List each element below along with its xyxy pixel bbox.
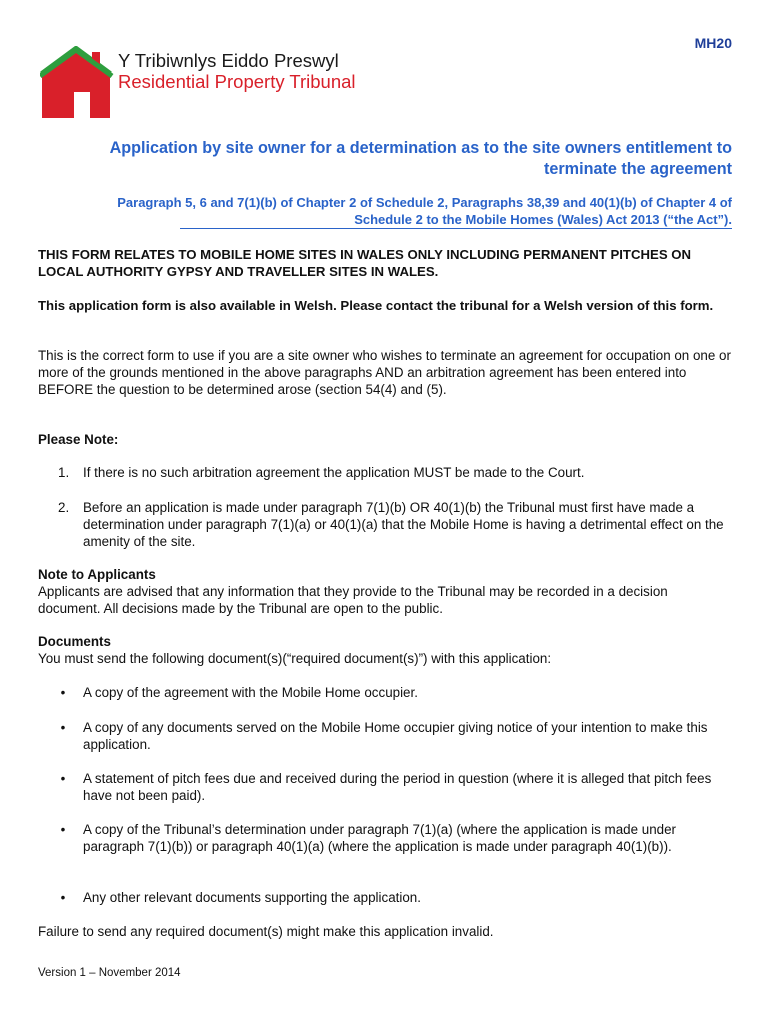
legislation-reference: Paragraph 5, 6 and 7(1)(b) of Chapter 2 of Schedule 2, Paragraphs 38,39 and 40(1)(b) of Chapter 4 of Schedule 2 to the Mobile Homes (Wales) Act 2013 (“the Act”). — [117, 195, 732, 227]
document-item-text: A copy of any documents served on the Mobile Home occupier giving notice of your intention to make this application. — [83, 720, 708, 752]
bullet-icon: • — [60, 720, 66, 735]
note-to-applicants-text: Applicants are advised that any information that they provide to the Tribunal may be recorded in a decision document. All decisions made by the Tribunal are open to the public. — [38, 584, 668, 616]
note-text: Before an application is made under paragraph 7(1)(b) OR 40(1)(b) the Tribunal must first have made a determination under paragraph 7(1)(a) or 40(1)(a) that the Mobile Home is having a detrimental effect on the amenity of the site. — [83, 500, 724, 549]
document-item-text: Any other relevant documents supporting the application. — [83, 890, 421, 905]
house-logo-icon — [40, 46, 116, 120]
note-number: 2. — [58, 500, 70, 515]
page-title: Application by site owner for a determination as to the site owners entitlement to terminate the agreement — [109, 139, 732, 178]
logo-welsh-name: Y Tribiwnlys Eiddo Preswyl — [118, 50, 339, 71]
please-note-heading: Please Note: — [38, 432, 119, 447]
note-number: 1. — [58, 465, 70, 480]
note-item — [58, 464, 732, 481]
note-text: If there is no such arbitration agreement the application MUST be made to the Court. — [83, 465, 585, 480]
document-list-item — [58, 684, 732, 701]
document-item-text: A statement of pitch fees due and received during the period in question (where it is alleged that pitch fees have not been paid). — [83, 771, 712, 803]
bullet-icon: • — [60, 890, 66, 905]
document-list-item — [58, 889, 732, 906]
documents-intro: You must send the following document(s)(“required document(s)”) with this application: — [38, 651, 552, 666]
document-list-item — [58, 770, 732, 804]
tribunal-logo — [40, 46, 370, 120]
document-item-text: A copy of the Tribunal’s determination under paragraph 7(1)(a) (where the application is made under paragraph 7(1)(b)) or paragraph 40(1)(a) (where the application is made under paragraph 40(1)(b)). — [83, 822, 677, 854]
document-list-item — [58, 719, 732, 753]
document-list-item — [58, 821, 732, 855]
title-divider — [180, 228, 732, 229]
document-item-text: A copy of the agreement with the Mobile Home occupier. — [83, 685, 418, 700]
bullet-icon: • — [60, 822, 66, 837]
documents-heading: Documents — [38, 634, 111, 649]
bullet-icon: • — [60, 771, 66, 786]
version-footer: Version 1 – November 2014 — [38, 967, 181, 979]
failure-warning: Failure to send any required document(s) might make this application invalid. — [38, 924, 494, 939]
note-item — [58, 499, 732, 550]
form-code: MH20 — [694, 35, 732, 51]
note-to-applicants-heading: Note to Applicants — [38, 567, 156, 582]
wales-only-notice: THIS FORM RELATES TO MOBILE HOME SITES IN WALES ONLY INCLUDING PERMANENT PITCHES ON LOCAL AUTHORITY GYPSY AND TRAVELLER SITES IN WALES. — [38, 247, 692, 279]
bullet-icon: • — [60, 685, 66, 700]
welsh-version-notice: This application form is also available in Welsh. Please contact the tribunal for a Welsh version of this form. — [38, 298, 714, 313]
logo-english-name: Residential Property Tribunal — [118, 71, 356, 92]
intro-paragraph: This is the correct form to use if you are a site owner who wishes to terminate an agreement for occupation on one or more of the grounds mentioned in the above paragraphs AND an arbitration agreement has been entered into BEFORE the question to be determined arose (section 54(4) and (5). — [38, 348, 731, 397]
